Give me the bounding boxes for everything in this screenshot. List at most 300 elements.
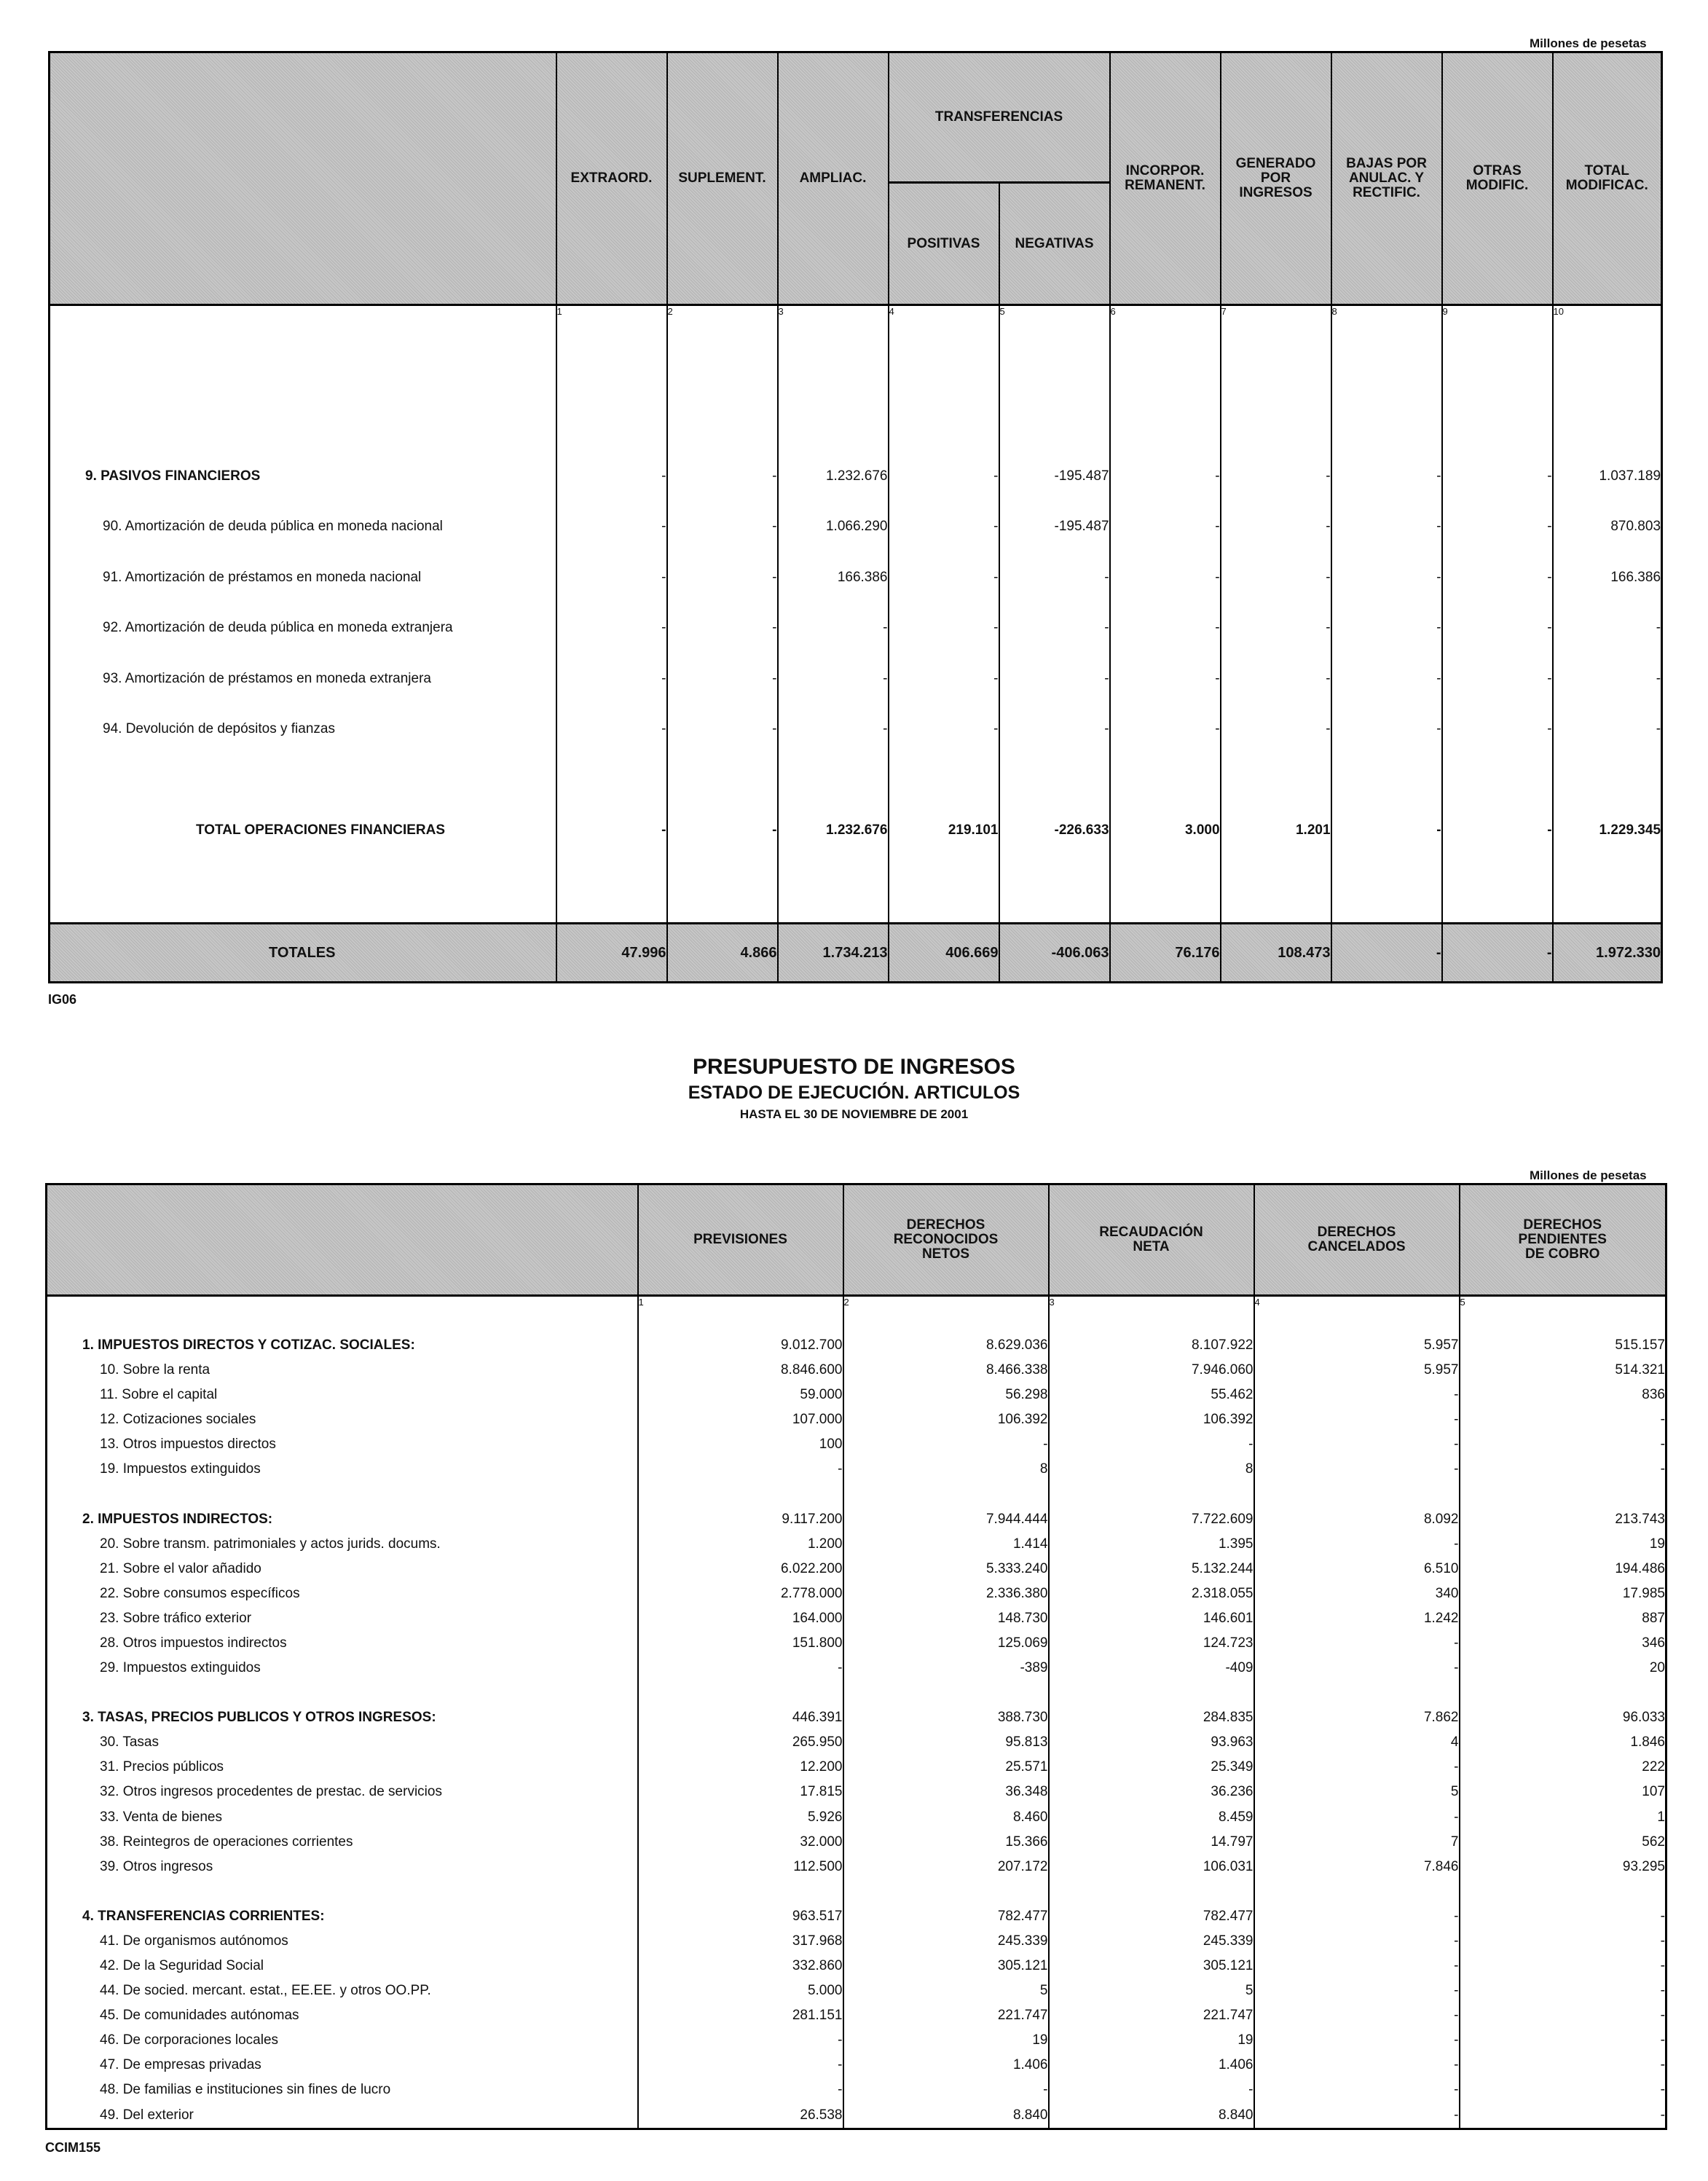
row-value: - (667, 805, 778, 856)
row-label: 42. De la Seguridad Social (47, 1954, 638, 1978)
main-title: PRESUPUESTO DE INGRESOS (693, 1055, 1015, 1079)
row-value: 5 (1049, 1978, 1254, 2003)
row-value: - (1221, 501, 1331, 551)
table-row (47, 2003, 1666, 2028)
table-row (47, 1581, 1666, 1606)
chapter-label: 2. IMPUESTOS INDIRECTOS: (47, 1507, 638, 1532)
total-operations-row (50, 805, 1662, 856)
header-derechos-cancelados: DERECHOS CANCELADOS (1254, 1184, 1460, 1296)
totals-value: 108.473 (1221, 924, 1331, 983)
row-value: 207.172 (843, 1855, 1049, 1879)
header-derechos-reconocidos: DERECHOS RECONOCIDOS NETOS (843, 1184, 1049, 1296)
row-value: - (1331, 451, 1442, 501)
row-value: 281.151 (638, 2003, 843, 2028)
spacer-cell (1460, 1482, 1666, 1507)
table-row (47, 1730, 1666, 1755)
table-row (47, 1830, 1666, 1855)
row-value: 8.466.338 (843, 1358, 1049, 1383)
chapter-row (47, 1904, 1666, 1929)
row-value: 6.510 (1254, 1557, 1460, 1581)
row-value: - (1221, 552, 1331, 602)
row-value: 106.031 (1049, 1855, 1254, 1879)
spacer-row (50, 400, 1662, 450)
table-row (50, 501, 1662, 551)
row-value: - (1553, 653, 1662, 704)
spacer-cell (778, 400, 889, 450)
row-value: - (1221, 653, 1331, 704)
spacer-cell (1442, 400, 1553, 450)
row-value: - (1254, 1407, 1460, 1432)
row-value: - (1331, 704, 1442, 754)
row-value: 17.815 (638, 1780, 843, 1804)
row-value: - (667, 704, 778, 754)
code-bottom: CCIM155 (45, 2140, 101, 2155)
row-value: 112.500 (638, 1855, 843, 1879)
spacer-cell (556, 400, 667, 450)
row-value: 1.232.676 (778, 805, 889, 856)
chapter-value: - (1460, 1904, 1666, 1929)
chapter-row (47, 1333, 1666, 1358)
table-row (47, 1631, 1666, 1656)
row-value: - (1254, 2053, 1460, 2078)
header-transferencias: TRANSFERENCIAS (889, 52, 1110, 183)
row-value: - (1254, 2028, 1460, 2053)
table-row (47, 1780, 1666, 1804)
row-value: - (1460, 2102, 1666, 2127)
row-value: 8.840 (843, 2102, 1049, 2127)
header-recaudacion: RECAUDACIÓN NETA (1049, 1184, 1254, 1296)
row-value: - (1049, 1432, 1254, 1457)
spacer-cell (1460, 1879, 1666, 1904)
row-value: 2.778.000 (638, 1581, 843, 1606)
row-label: 22. Sobre consumos específicos (47, 1581, 638, 1606)
row-value: 870.803 (1553, 501, 1662, 551)
totals-value: - (1331, 924, 1442, 983)
row-value: - (778, 602, 889, 653)
row-value: - (638, 2078, 843, 2102)
row-value: - (1442, 805, 1553, 856)
row-value: 265.950 (638, 1730, 843, 1755)
row-value: 1.232.676 (778, 451, 889, 501)
row-value: 222 (1460, 1755, 1666, 1780)
row-value: -195.487 (999, 501, 1110, 551)
chapter-value: 446.391 (638, 1705, 843, 1730)
chapter-row (47, 1507, 1666, 1532)
row-label: 45. De comunidades autónomas (47, 2003, 638, 2028)
row-label: 30. Tasas (47, 1730, 638, 1755)
chapter-value: 782.477 (843, 1904, 1049, 1929)
table-row (47, 2053, 1666, 2078)
table-row (47, 2028, 1666, 2053)
table-row (47, 1358, 1666, 1383)
column-number-blank (50, 305, 556, 401)
row-value: - (889, 501, 999, 551)
row-label: 10. Sobre la renta (47, 1358, 638, 1383)
header-total-modificac: TOTAL MODIFICAC. (1553, 52, 1662, 305)
row-value: -389 (843, 1656, 1049, 1681)
header-derechos-pendientes: DERECHOS PENDIENTES DE COBRO (1460, 1184, 1666, 1296)
row-value: 887 (1460, 1606, 1666, 1631)
unit-label-top: Millones de pesetas (1530, 36, 1647, 50)
row-value: - (556, 552, 667, 602)
row-value: 19 (1460, 1532, 1666, 1557)
unit-label-bottom: Millones de pesetas (1530, 1168, 1647, 1182)
row-value: 15.366 (843, 1830, 1049, 1855)
row-value: 1 (1460, 1805, 1666, 1830)
spacer-cell (1553, 755, 1662, 805)
column-number: 2 (667, 305, 778, 401)
row-value: - (1254, 1383, 1460, 1407)
row-label: 23. Sobre tráfico exterior (47, 1606, 638, 1631)
row-value: - (999, 552, 1110, 602)
row-value: - (667, 602, 778, 653)
row-value: 1.846 (1460, 1730, 1666, 1755)
row-value: 305.121 (1049, 1954, 1254, 1978)
table-row (47, 2102, 1666, 2127)
table-row (47, 1656, 1666, 1681)
row-value: 20 (1460, 1656, 1666, 1681)
row-value: - (667, 451, 778, 501)
spacer-cell (667, 755, 778, 805)
row-value: 1.406 (843, 2053, 1049, 2078)
header-extraord: EXTRAORD. (556, 52, 667, 305)
row-value: 164.000 (638, 1606, 843, 1631)
row-value: - (1049, 2078, 1254, 2102)
row-value: - (1460, 1978, 1666, 2003)
row-value: 106.392 (1049, 1407, 1254, 1432)
totals-row (50, 924, 1662, 983)
row-value: - (1221, 704, 1331, 754)
row-value: - (1460, 1929, 1666, 1954)
row-value: 1.414 (843, 1532, 1049, 1557)
spacer-cell (843, 1681, 1049, 1705)
row-value: 8.840 (1049, 2102, 1254, 2127)
row-value: - (638, 2053, 843, 2078)
row-value: - (999, 704, 1110, 754)
row-value: - (1221, 602, 1331, 653)
row-label: 46. De corporaciones locales (47, 2028, 638, 2053)
header-blank-cell (50, 52, 556, 305)
row-value: - (889, 653, 999, 704)
row-value: - (667, 501, 778, 551)
row-value: - (1331, 805, 1442, 856)
table-row (47, 1383, 1666, 1407)
spacer-row (47, 1482, 1666, 1507)
chapter-value: 8.092 (1254, 1507, 1460, 1532)
row-value: 7.946.060 (1049, 1358, 1254, 1383)
row-value: - (638, 1656, 843, 1681)
row-label: 13. Otros impuestos directos (47, 1432, 638, 1457)
column-number: 1 (556, 305, 667, 401)
row-label: 12. Cotizaciones sociales (47, 1407, 638, 1432)
row-value: 305.121 (843, 1954, 1049, 1978)
column-number: 4 (1254, 1295, 1460, 1333)
row-value: 2.318.055 (1049, 1581, 1254, 1606)
row-value: - (1254, 1532, 1460, 1557)
row-label: 44. De socied. mercant. estat., EE.EE. y otros OO.PP. (47, 1978, 638, 2003)
row-value: 14.797 (1049, 1830, 1254, 1855)
row-value: - (556, 602, 667, 653)
revenue-table (45, 1183, 1667, 2130)
row-value: 5.132.244 (1049, 1557, 1254, 1581)
row-value: 4 (1254, 1730, 1460, 1755)
row-value: 106.392 (843, 1407, 1049, 1432)
chapter-value: 213.743 (1460, 1507, 1666, 1532)
row-value: 17.985 (1460, 1581, 1666, 1606)
row-value: 36.348 (843, 1780, 1049, 1804)
table-row (47, 2078, 1666, 2102)
row-value: - (1110, 704, 1221, 754)
row-value: 1.229.345 (1553, 805, 1662, 856)
table-row (47, 1929, 1666, 1954)
row-value: - (1460, 2053, 1666, 2078)
row-value: 514.321 (1460, 1358, 1666, 1383)
header-generado: GENERADO POR INGRESOS (1221, 52, 1331, 305)
row-label: 32. Otros ingresos procedentes de prestac. de servicios (47, 1780, 638, 1804)
row-value: - (889, 451, 999, 501)
row-value: 5.926 (638, 1805, 843, 1830)
chapter-value: 7.944.444 (843, 1507, 1049, 1532)
chapter-row (50, 451, 1662, 501)
spacer-cell (1110, 755, 1221, 805)
row-value: -226.633 (999, 805, 1110, 856)
row-value: 1.037.189 (1553, 451, 1662, 501)
row-value: 5 (843, 1978, 1049, 2003)
row-value: 836 (1460, 1383, 1666, 1407)
row-value: 3.000 (1110, 805, 1221, 856)
column-number: 1 (638, 1295, 843, 1333)
row-value: 8 (843, 1457, 1049, 1482)
row-value: 125.069 (843, 1631, 1049, 1656)
column-number-blank (47, 1295, 638, 1333)
row-value: - (667, 552, 778, 602)
row-value: 36.236 (1049, 1780, 1254, 1804)
row-value: - (1460, 1457, 1666, 1482)
row-value: - (1331, 653, 1442, 704)
spacer-cell (889, 755, 999, 805)
spacer-cell (47, 1482, 638, 1507)
row-value: - (843, 2078, 1049, 2102)
row-value: - (1442, 552, 1553, 602)
row-value: - (1110, 552, 1221, 602)
totals-value: - (1442, 924, 1553, 983)
spacer-cell (1049, 1879, 1254, 1904)
totals-value: -406.063 (999, 924, 1110, 983)
row-value: 245.339 (843, 1929, 1049, 1954)
table-row (50, 552, 1662, 602)
spacer-cell (47, 1879, 638, 1904)
row-value: 221.747 (1049, 2003, 1254, 2028)
row-value: - (1331, 602, 1442, 653)
row-value: 19 (1049, 2028, 1254, 2053)
row-value: - (1331, 501, 1442, 551)
row-value: 8.846.600 (638, 1358, 843, 1383)
spacer-cell (1442, 755, 1553, 805)
totals-value: 1.734.213 (778, 924, 889, 983)
column-number: 7 (1221, 305, 1331, 401)
chapter-value: 8.107.922 (1049, 1333, 1254, 1358)
chapter-value: 782.477 (1049, 1904, 1254, 1929)
row-value: - (778, 653, 889, 704)
column-number: 5 (999, 305, 1110, 401)
row-value: - (1254, 1978, 1460, 2003)
header-negativas: NEGATIVAS (999, 182, 1110, 304)
chapter-value: 7.862 (1254, 1705, 1460, 1730)
row-label: 20. Sobre transm. patrimoniales y actos jurids. docums. (47, 1532, 638, 1557)
date-title: HASTA EL 30 DE NOVIEMBRE DE 2001 (739, 1107, 969, 1121)
row-value: 317.968 (638, 1929, 843, 1954)
row-value: - (1460, 1407, 1666, 1432)
table-row (50, 602, 1662, 653)
totals-value: 1.972.330 (1553, 924, 1662, 983)
row-value: 124.723 (1049, 1631, 1254, 1656)
row-value: 7 (1254, 1830, 1460, 1855)
row-value: 59.000 (638, 1383, 843, 1407)
chapter-label: 4. TRANSFERENCIAS CORRIENTES: (47, 1904, 638, 1929)
chapter-value: 515.157 (1460, 1333, 1666, 1358)
totals-value: 406.669 (889, 924, 999, 983)
row-value: - (1553, 602, 1662, 653)
header-incorpor: INCORPOR. REMANENT. (1110, 52, 1221, 305)
row-value: 55.462 (1049, 1383, 1254, 1407)
row-label: 49. Del exterior (47, 2102, 638, 2127)
row-label: 41. De organismos autónomos (47, 1929, 638, 1954)
spacer-row (47, 1879, 1666, 1904)
column-number: 9 (1442, 305, 1553, 401)
header-positivas: POSITIVAS (889, 182, 999, 304)
totals-value: 47.996 (556, 924, 667, 983)
table-row (47, 1855, 1666, 1879)
row-value: 340 (1254, 1581, 1460, 1606)
row-value: 151.800 (638, 1631, 843, 1656)
row-value: - (999, 653, 1110, 704)
row-value: - (1254, 1954, 1460, 1978)
spacer-cell (638, 1681, 843, 1705)
row-value: - (1460, 1432, 1666, 1457)
row-value: 8.460 (843, 1805, 1049, 1830)
row-value: - (556, 501, 667, 551)
spacer-cell (667, 400, 778, 450)
row-label: TOTAL OPERACIONES FINANCIERAS (50, 805, 556, 856)
row-value: - (638, 2028, 843, 2053)
row-value: 5.000 (638, 1978, 843, 2003)
row-value: 8 (1049, 1457, 1254, 1482)
spacer-cell (638, 1879, 843, 1904)
row-value: - (778, 704, 889, 754)
row-value: - (1254, 2003, 1460, 2028)
chapter-label: 1. IMPUESTOS DIRECTOS Y COTIZAC. SOCIALES: (47, 1333, 638, 1358)
row-label: 48. De familias e instituciones sin fines de lucro (47, 2078, 638, 2102)
row-value: 107.000 (638, 1407, 843, 1432)
row-value: 166.386 (1553, 552, 1662, 602)
chapter-value: 5.957 (1254, 1333, 1460, 1358)
row-value: - (1254, 1432, 1460, 1457)
row-value: - (1110, 653, 1221, 704)
table-row (47, 1978, 1666, 2003)
row-label: 38. Reintegros de operaciones corrientes (47, 1830, 638, 1855)
spacer-cell (1254, 1482, 1460, 1507)
spacer-row (47, 1681, 1666, 1705)
spacer-cell (50, 755, 556, 805)
table-row (47, 1557, 1666, 1581)
spacer-cell (638, 1482, 843, 1507)
row-value: - (889, 602, 999, 653)
row-value: 8.459 (1049, 1805, 1254, 1830)
chapter-value: 284.835 (1049, 1705, 1254, 1730)
row-value: 148.730 (843, 1606, 1049, 1631)
row-value: - (1254, 1656, 1460, 1681)
row-value: 93.295 (1460, 1855, 1666, 1879)
row-value: 2.336.380 (843, 1581, 1049, 1606)
row-value: - (1442, 602, 1553, 653)
column-number: 8 (1331, 305, 1442, 401)
spacer-cell (50, 400, 556, 450)
totals-value: 4.866 (667, 924, 778, 983)
chapter-value: 388.730 (843, 1705, 1049, 1730)
modifications-table (48, 51, 1663, 983)
row-value: - (843, 1432, 1049, 1457)
row-value: 25.349 (1049, 1755, 1254, 1780)
row-value: 219.101 (889, 805, 999, 856)
row-label: 9. PASIVOS FINANCIEROS (50, 451, 556, 501)
row-label: 92. Amortización de deuda pública en moneda extranjera (50, 602, 556, 653)
row-value: - (1110, 602, 1221, 653)
row-value: - (1331, 552, 1442, 602)
row-value: - (889, 704, 999, 754)
row-value: - (1460, 1954, 1666, 1978)
spacer-cell (999, 755, 1110, 805)
chapter-value: 8.629.036 (843, 1333, 1049, 1358)
chapter-value: 7.722.609 (1049, 1507, 1254, 1532)
row-label: 93. Amortización de préstamos en moneda extranjera (50, 653, 556, 704)
column-number: 10 (1553, 305, 1662, 401)
spacer-cell (843, 1482, 1049, 1507)
row-value: 166.386 (778, 552, 889, 602)
row-value: 5.957 (1254, 1358, 1460, 1383)
chapter-label: 3. TASAS, PRECIOS PUBLICOS Y OTROS INGRESOS: (47, 1705, 638, 1730)
totals-label: TOTALES (50, 924, 556, 983)
row-value: 146.601 (1049, 1606, 1254, 1631)
row-label: 29. Impuestos extinguidos (47, 1656, 638, 1681)
sub-title: ESTADO DE EJECUCIÓN. ARTICULOS (688, 1082, 1020, 1103)
row-value: - (667, 653, 778, 704)
row-value: - (1442, 451, 1553, 501)
row-label: 94. Devolución de depósitos y fianzas (50, 704, 556, 754)
row-value: - (1442, 653, 1553, 704)
table-row (50, 653, 1662, 704)
column-number: 2 (843, 1295, 1049, 1333)
row-value: 12.200 (638, 1755, 843, 1780)
row-value: 6.022.200 (638, 1557, 843, 1581)
row-value: - (1221, 451, 1331, 501)
spacer-cell (1331, 400, 1442, 450)
row-value: - (1442, 704, 1553, 754)
chapter-value: - (1254, 1904, 1460, 1929)
spacer-cell (1049, 1482, 1254, 1507)
row-value: - (638, 1457, 843, 1482)
header-previsiones: PREVISIONES (638, 1184, 843, 1296)
row-value: -195.487 (999, 451, 1110, 501)
row-value: 32.000 (638, 1830, 843, 1855)
row-value: 5.333.240 (843, 1557, 1049, 1581)
spacer-cell (1553, 400, 1662, 450)
table-row (47, 1805, 1666, 1830)
row-value: - (1254, 2078, 1460, 2102)
row-value: - (1460, 2028, 1666, 2053)
row-label: 31. Precios públicos (47, 1755, 638, 1780)
spacer-cell (1221, 755, 1331, 805)
table-row (47, 1606, 1666, 1631)
